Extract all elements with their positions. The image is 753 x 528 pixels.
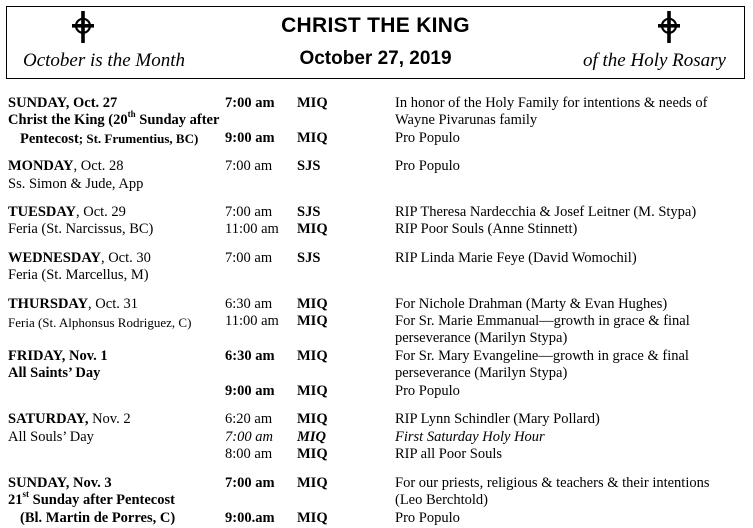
page-title: CHRIST THE KING	[281, 14, 470, 37]
priest-initials: MIQ	[297, 130, 328, 146]
mass-intention: (Leo Berchtold)	[395, 492, 489, 508]
mass-intention: RIP Poor Souls (Anne Stinnett)	[395, 221, 578, 237]
mass-intention: RIP Linda Marie Feye (David Womochil)	[395, 250, 637, 266]
mass-time: 9:00.am	[225, 510, 275, 526]
feast-name: All Souls’ Day	[8, 429, 94, 445]
feast-name: All Saints’ Day	[8, 365, 101, 381]
mass-intention: For Sr. Mary Evangeline—growth in grace & final	[395, 348, 689, 364]
priest-initials: MIQ	[297, 313, 328, 329]
mass-intention: For our priests, religious & teachers & their intentions	[395, 475, 710, 491]
mass-intention: Pro Populo	[395, 383, 460, 399]
mass-time: 7:00 am	[225, 95, 275, 111]
mass-intention: Wayne Pivarunas family	[395, 112, 538, 128]
mass-time: 11:00 am	[225, 221, 279, 237]
priest-initials: MIQ	[297, 411, 328, 427]
priest-initials: MIQ	[297, 446, 328, 462]
mass-time: 7:00 am	[225, 204, 273, 220]
mass-time: 8:00 am	[225, 446, 273, 462]
feast-name: Feria (St. Narcissus, BC)	[8, 221, 154, 237]
priest-initials: SJS	[297, 204, 321, 220]
mass-intention: perseverance (Marilyn Stypa)	[395, 365, 568, 381]
mass-intention: RIP Lynn Schindler (Mary Pollard)	[395, 411, 600, 427]
priest-initials: MIQ	[297, 221, 328, 237]
priest-initials: MIQ	[297, 95, 328, 111]
mass-intention: In honor of the Holy Family for intentions & needs of	[395, 95, 708, 111]
day-heading: SATURDAY, Nov. 2	[8, 411, 131, 427]
mass-time: 6:20 am	[225, 411, 273, 427]
mass-time: 7:00 am	[225, 158, 273, 174]
mass-time: 6:30 am	[225, 348, 275, 364]
priest-initials: SJS	[297, 158, 321, 174]
day-heading: SUNDAY, Nov. 3	[8, 475, 112, 491]
priest-initials: MIQ	[297, 296, 328, 312]
feast-name: Ss. Simon & Jude, App	[8, 176, 144, 192]
mass-time: 7:00 am	[225, 250, 273, 266]
day-heading: MONDAY, Oct. 28	[8, 158, 124, 174]
month-caption-left: October is the Month	[23, 50, 186, 71]
day-heading: WEDNESDAY, Oct. 30	[8, 250, 151, 266]
priest-initials: MIQ	[297, 429, 327, 445]
mass-intention: RIP Theresa Nardecchia & Josef Leitner (M. Stypa)	[395, 204, 697, 220]
feast-name: Feria (St. Marcellus, M)	[8, 267, 149, 283]
feast-name: 21st Sunday after Pentecost	[8, 489, 175, 508]
mass-time: 7:00 am	[225, 429, 273, 445]
mass-time: 11:00 am	[225, 313, 279, 329]
mass-intention: Pro Populo	[395, 510, 460, 526]
bulletin-header	[6, 6, 745, 79]
feast-name: Feria (St. Alphonsus Rodriguez, C)	[8, 315, 192, 330]
feast-name: (Bl. Martin de Porres, C)	[20, 510, 176, 526]
mass-intention: For Sr. Marie Emmanual—growth in grace & final	[395, 313, 690, 329]
feast-name: Christ the King (20th Sunday after	[8, 109, 220, 128]
day-heading: TUESDAY, Oct. 29	[8, 204, 126, 220]
mass-time: 9:00 am	[225, 130, 275, 146]
priest-initials: SJS	[297, 250, 321, 266]
priest-initials: MIQ	[297, 383, 328, 399]
mass-time: 9:00 am	[225, 383, 275, 399]
mass-intention: Pro Populo	[395, 130, 460, 146]
mass-intention: First Saturday Holy Hour	[395, 429, 545, 445]
day-heading: SUNDAY, Oct. 27	[8, 95, 118, 111]
day-heading: FRIDAY, Nov. 1	[8, 348, 108, 364]
mass-intention: For Nichole Drahman (Marty & Evan Hughes)	[395, 296, 668, 312]
mass-time: 6:30 am	[225, 296, 273, 312]
bulletin-date: October 27, 2019	[299, 48, 452, 69]
mass-intention: Pro Populo	[395, 158, 460, 174]
month-caption-right: of the Holy Rosary	[582, 50, 726, 71]
priest-initials: MIQ	[297, 348, 328, 364]
priest-initials: MIQ	[297, 475, 328, 491]
feast-name: Pentecost; St. Frumentius, BC)	[20, 131, 199, 147]
mass-time: 7:00 am	[225, 475, 275, 491]
day-heading: THURSDAY, Oct. 31	[8, 296, 138, 312]
mass-intention: perseverance (Marilyn Stypa)	[395, 330, 568, 346]
mass-intention: RIP all Poor Souls	[395, 446, 503, 462]
priest-initials: MIQ	[297, 510, 328, 526]
